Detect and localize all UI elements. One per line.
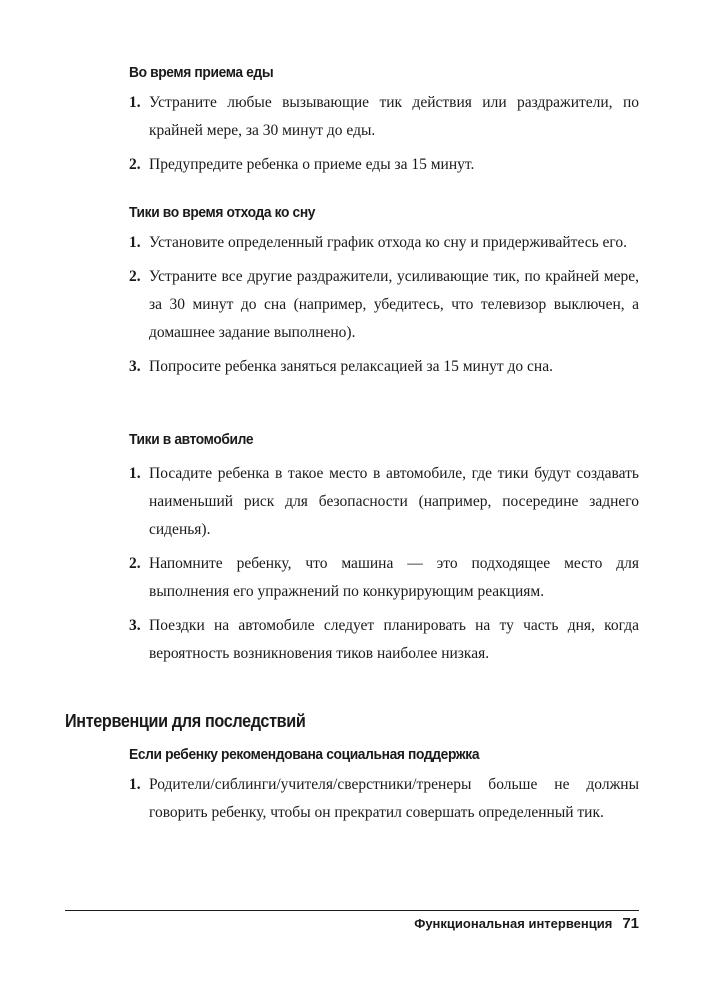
- item-text: Устраните любые вызывающие тик действия или раздражители, по крайней мере, за 30 минут до еды.: [149, 94, 639, 139]
- section-social-support: [129, 745, 639, 827]
- item-number: 2.: [129, 268, 141, 285]
- list-item: [129, 151, 639, 179]
- section-mealtime: [129, 63, 639, 179]
- page-number: 71: [622, 915, 639, 932]
- section-car: [129, 430, 639, 668]
- numbered-list: [129, 229, 639, 381]
- running-title: Функциональная интервенция: [414, 916, 613, 931]
- section-heading: Тики во время отхода ко сну: [129, 204, 316, 221]
- list-item: [129, 89, 639, 145]
- item-text: Посадите ребенка в такое место в автомобиле, где тики будут создавать наименьший риск для безопасности (например, посередине заднего сиденья).: [149, 465, 639, 538]
- item-text: Поездки на автомобиле следует планировать на ту часть дня, когда вероятность возникновения тиков наиболее низкая.: [149, 617, 639, 662]
- list-item: [129, 353, 639, 381]
- item-text: Родители/сиблинги/учителя/сверстники/тренеры больше не должны говорить ребенку, чтобы он прекратил совершать определенный тик.: [149, 776, 639, 821]
- list-item: [129, 550, 639, 606]
- major-heading: Интервенции для последствий: [65, 711, 306, 731]
- item-number: 1.: [129, 465, 141, 482]
- item-text: Попросите ребенка заняться релаксацией за 15 минут до сна.: [149, 358, 553, 375]
- item-number: 1.: [129, 234, 141, 251]
- item-number: 2.: [129, 156, 141, 173]
- list-item: [129, 263, 639, 347]
- item-text: Установите определенный график отхода ко сну и придерживайтесь его.: [149, 234, 628, 251]
- item-text: Устраните все другие раздражители, усиливающие тик, по крайней мере, за 30 минут до сна (например, убедитесь, что телевизор выключен, а домашнее задание выполнено).: [149, 268, 639, 341]
- item-number: 3.: [129, 358, 141, 375]
- item-text: Напомните ребенку, что машина — это подходящее место для выполнения его упражнений по конкурирующим реакциям.: [149, 555, 639, 600]
- section-heading: Если ребенку рекомендована социальная поддержка: [129, 746, 480, 763]
- item-number: 2.: [129, 555, 141, 572]
- list-item: [129, 460, 639, 544]
- list-item: [129, 612, 639, 668]
- item-number: 3.: [129, 617, 141, 634]
- numbered-list: [129, 89, 639, 179]
- section-bedtime: [129, 203, 639, 381]
- item-text: Предупредите ребенка о приеме еды за 15 минут.: [149, 156, 475, 173]
- item-number: 1.: [129, 776, 141, 793]
- footer-rule: [65, 910, 639, 911]
- section-heading: Тики в автомобиле: [129, 431, 254, 448]
- numbered-list: [129, 460, 639, 668]
- item-number: 1.: [129, 94, 141, 111]
- list-item: [129, 229, 639, 257]
- page-footer: [414, 914, 639, 934]
- numbered-list: [129, 771, 639, 827]
- section-heading: Во время приема еды: [129, 64, 274, 81]
- list-item: [129, 771, 639, 827]
